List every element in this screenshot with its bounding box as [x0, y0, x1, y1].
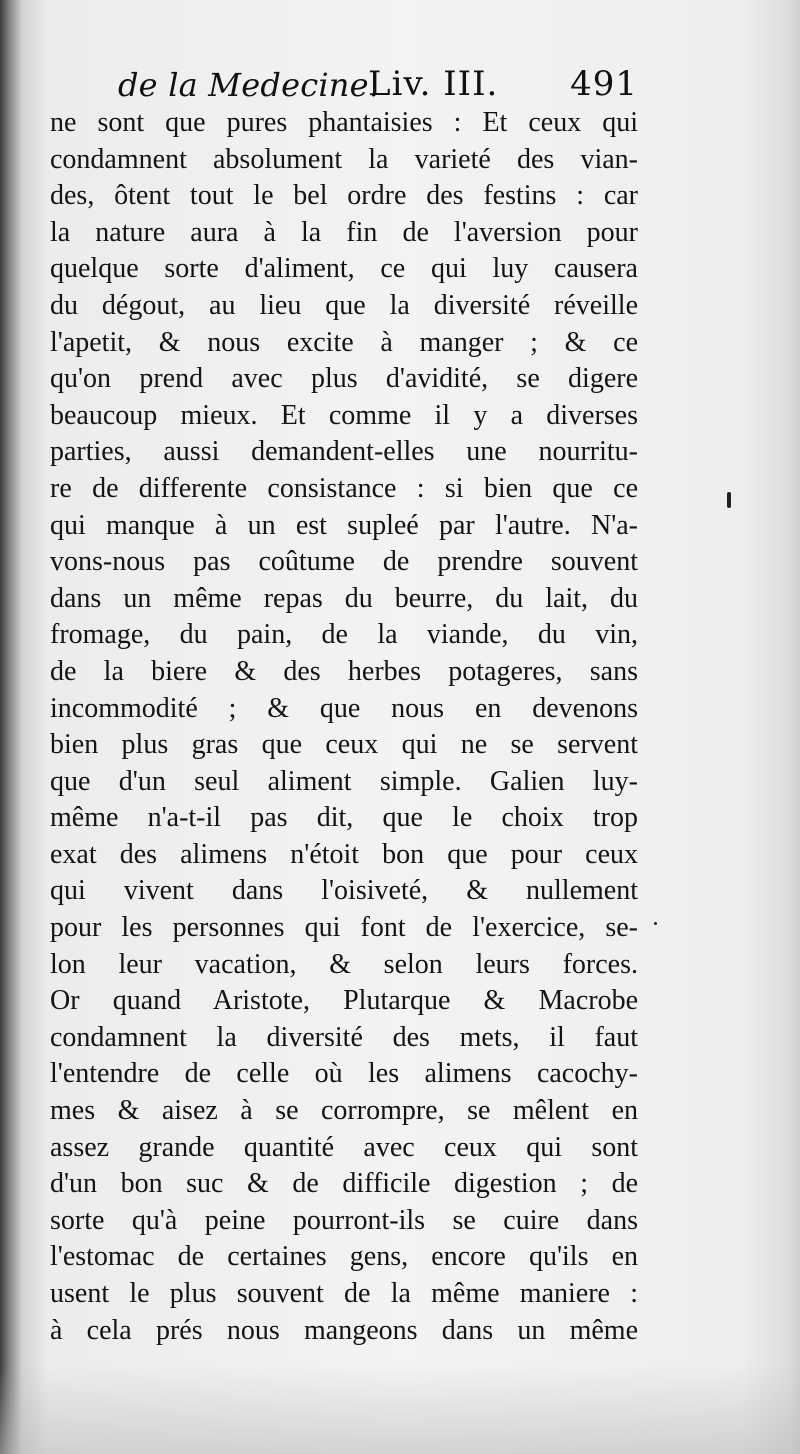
text-line: l'entendre de celle où les alimens cacochy- — [50, 1058, 638, 1090]
body-text — [50, 105, 638, 1349]
text-line: qui manque à un est supleé par l'autre. N'a- — [50, 509, 638, 541]
text-line: mes & aisez à se corrompre, se mêlent en — [50, 1095, 638, 1127]
text-line: à cela prés nous mangeons dans un même — [50, 1314, 638, 1346]
text-line: usent le plus souvent de la même maniere : — [50, 1278, 638, 1309]
text-line: du dégout, au lieu que la diversité réveille — [50, 289, 638, 321]
running-title: de la Medecine. — [118, 66, 380, 104]
text-line: condamnent la diversité des mets, il faut — [50, 1021, 638, 1053]
book-number: Liv. III. — [368, 64, 499, 104]
page-number: 491 — [570, 64, 638, 104]
text-line: fromage, du pain, de la viande, du vin, — [50, 619, 638, 651]
text-line: parties, aussi demandent-elles une nourritu- — [50, 436, 638, 468]
text-line: exat des alimens n'étoit bon que pour ceux — [50, 838, 638, 870]
text-line: quelque sorte d'aliment, ce qui luy causera — [50, 253, 638, 285]
text-line: incommodité ; & que nous en devenons — [50, 692, 638, 724]
text-line: qu'on prend avec plus d'avidité, se digere — [50, 363, 638, 395]
text-line: ne sont que pures phantaisies : Et ceux qui — [50, 107, 638, 138]
text-line: l'estomac de certaines gens, encore qu'ils en — [50, 1241, 638, 1273]
text-line: assez grande quantité avec ceux qui sont — [50, 1131, 638, 1163]
text-line: beaucoup mieux. Et comme il y a diverses — [50, 399, 638, 431]
page-shadow — [0, 1364, 800, 1454]
text-line: Or quand Aristote, Plutarque & Macrobe — [50, 985, 638, 1017]
text-line: dans un même repas du beurre, du lait, du — [50, 582, 638, 614]
text-line: pour les personnes qui font de l'exercice, se- — [50, 912, 638, 944]
text-line: l'apetit, & nous excite à manger ; & ce — [50, 326, 638, 358]
page-header — [118, 62, 646, 110]
text-line: des, ôtent tout le bel ordre des festins : car — [50, 180, 638, 212]
text-line: vons-nous pas coûtume de prendre souvent — [50, 546, 638, 578]
text-line: d'un bon suc & de difficile digestion ; de — [50, 1168, 638, 1200]
ink-speck — [654, 922, 657, 925]
text-line: même n'a-t-il pas dit, que le choix trop — [50, 802, 638, 834]
text-line: sorte qu'à peine pourront-ils se cuire dans — [50, 1204, 638, 1236]
text-line: condamnent absolument la varieté des vian- — [50, 143, 638, 175]
ink-speck — [727, 492, 731, 508]
text-line: de la biere & des herbes potageres, sans — [50, 655, 638, 687]
text-line: que d'un seul aliment simple. Galien luy- — [50, 765, 638, 797]
text-line: re de differente consistance : si bien que ce — [50, 472, 638, 504]
text-line: lon leur vacation, & selon leurs forces. — [50, 948, 638, 980]
text-line: la nature aura à la fin de l'aversion pour — [50, 216, 638, 248]
text-line: bien plus gras que ceux qui ne se servent — [50, 729, 638, 761]
text-line: qui vivent dans l'oisiveté, & nullement — [50, 875, 638, 907]
